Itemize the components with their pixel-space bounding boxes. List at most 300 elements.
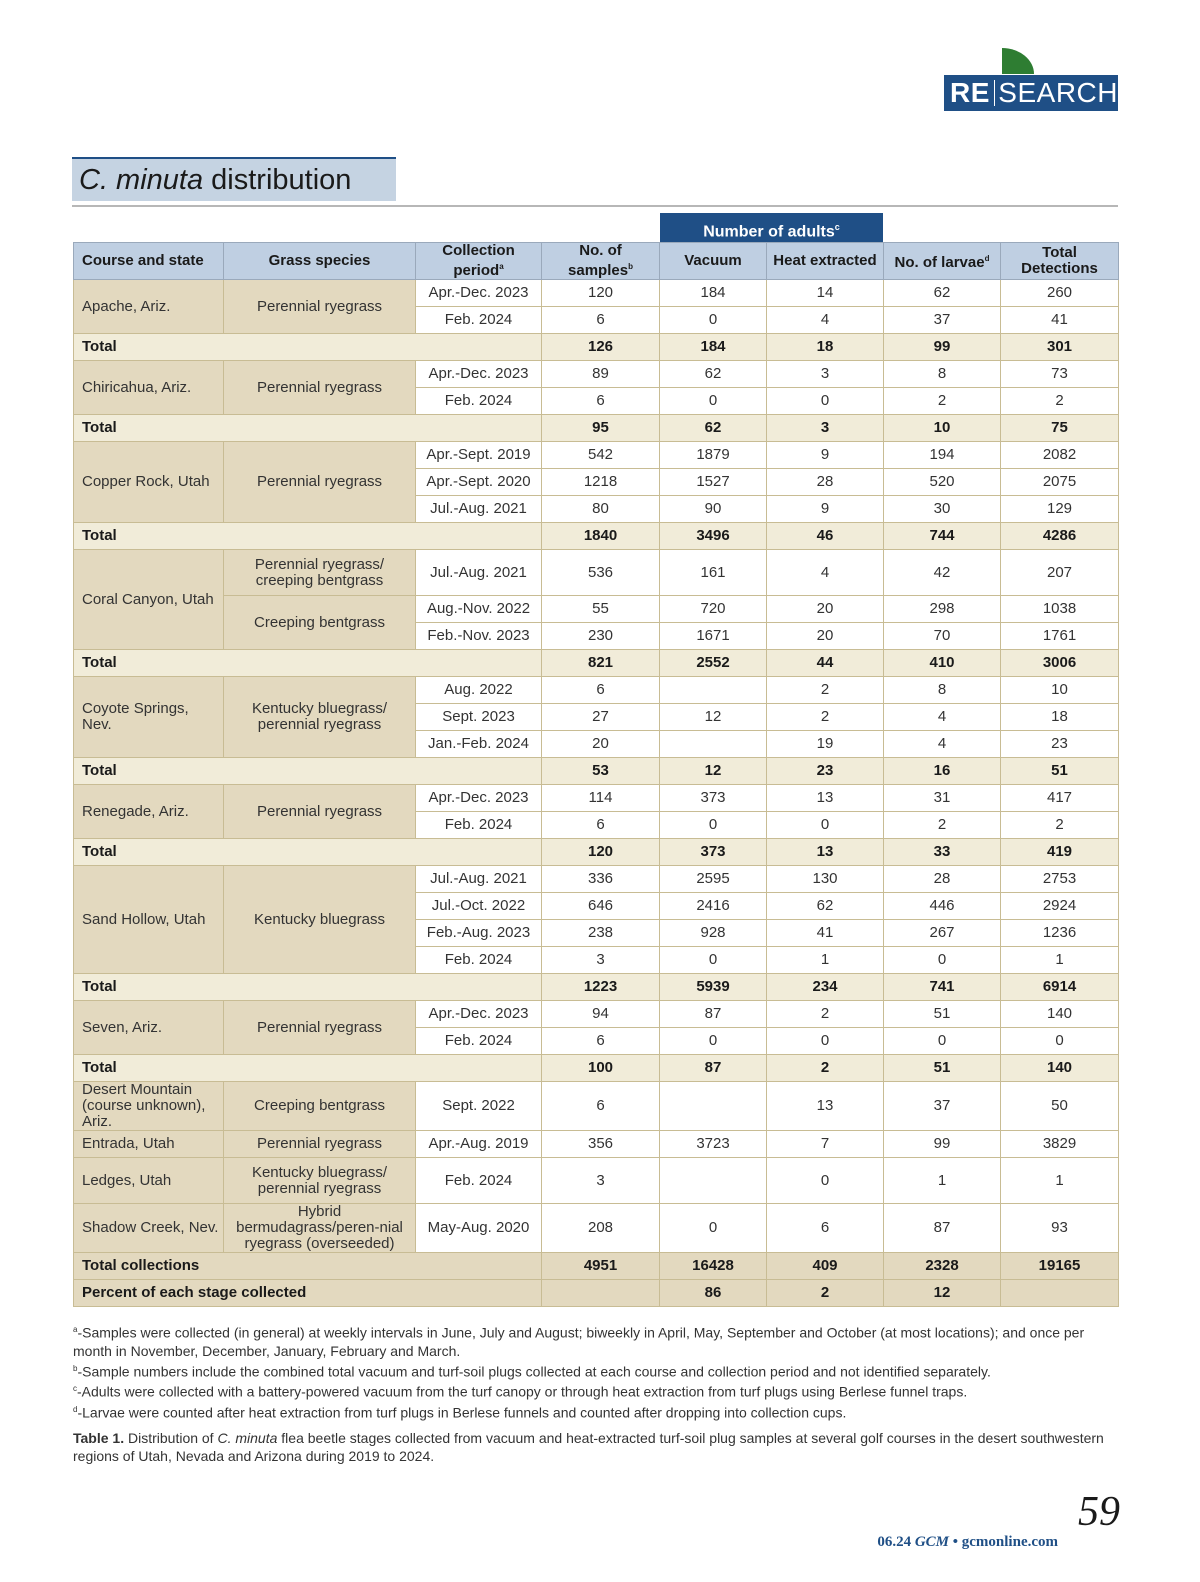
samples-cell: 230 — [542, 623, 660, 650]
samples-cell: 6 — [542, 677, 660, 704]
table-row — [74, 1082, 1119, 1131]
samples-cell: 536 — [542, 550, 660, 596]
section-title-species: C. minuta — [79, 164, 204, 196]
footnote-a-text: -Samples were collected (in general) at weekly intervals in June, July and August; biweekly in April, May, September and October (at most locations); and once per month in November, December, January, February and March. — [73, 1324, 1085, 1359]
samples-cell: 6 — [542, 1028, 660, 1055]
heat-cell: 6 — [767, 1204, 884, 1253]
grass-cell: Perennial ryegrass — [224, 442, 416, 523]
course-cell: Ledges, Utah — [74, 1158, 224, 1204]
period-cell: Feb.-Aug. 2023 — [416, 920, 542, 947]
samples-cell: 6 — [542, 1082, 660, 1131]
total-cell: 2 — [1001, 388, 1119, 415]
larvae-cell: 70 — [884, 623, 1001, 650]
detections-grand-total: 19165 — [1001, 1253, 1119, 1280]
larvae-total: 51 — [884, 1055, 1001, 1082]
total-cell: 1038 — [1001, 596, 1119, 623]
vacuum-total: 373 — [660, 839, 767, 866]
heat-cell: 4 — [767, 307, 884, 334]
period-cell: Feb. 2024 — [416, 388, 542, 415]
period-cell: Sept. 2023 — [416, 704, 542, 731]
detections-total: 51 — [1001, 758, 1119, 785]
badge-search: SEARCH — [998, 77, 1118, 108]
table-caption — [73, 1429, 1118, 1465]
vacuum-cell: 2595 — [660, 866, 767, 893]
total-row — [74, 1055, 1119, 1082]
samples-cell: 6 — [542, 388, 660, 415]
total-cell: 41 — [1001, 307, 1119, 334]
total-cell: 1761 — [1001, 623, 1119, 650]
larvae-cell: 4 — [884, 704, 1001, 731]
period-cell: Apr.-Sept. 2019 — [416, 442, 542, 469]
vacuum-cell: 62 — [660, 361, 767, 388]
course-cell: Renegade, Ariz. — [74, 785, 224, 839]
period-cell: Apr.-Sept. 2020 — [416, 469, 542, 496]
footnotes — [73, 1321, 1118, 1422]
period-cell: Apr.-Dec. 2023 — [416, 280, 542, 307]
period-cell: Feb. 2024 — [416, 307, 542, 334]
total-row — [74, 650, 1119, 677]
grass-cell: Perennial ryegrass — [224, 1001, 416, 1055]
samples-total: 821 — [542, 650, 660, 677]
footnote-c-mark: c — [73, 1384, 77, 1394]
grand-total-label: Total collections — [74, 1253, 542, 1280]
section-divider — [72, 205, 1118, 207]
detections-total: 301 — [1001, 334, 1119, 361]
heat-cell: 41 — [767, 920, 884, 947]
col-larvae — [884, 243, 1001, 280]
period-cell: Feb. 2024 — [416, 1158, 542, 1204]
adults-header-label: Number of adults — [703, 223, 835, 241]
larvae-cell: 2 — [884, 812, 1001, 839]
caption-label: Table 1. — [73, 1430, 125, 1446]
larvae-cell: 298 — [884, 596, 1001, 623]
course-cell: Sand Hollow, Utah — [74, 866, 224, 974]
grass-cell: Creeping bentgrass — [224, 596, 416, 650]
heat-cell: 0 — [767, 1028, 884, 1055]
period-cell: Feb. 2024 — [416, 812, 542, 839]
course-cell: Shadow Creek, Nev. — [74, 1204, 224, 1253]
section-title-rest: distribution — [203, 164, 352, 196]
footnote-d — [73, 1401, 1118, 1422]
detections-total: 140 — [1001, 1055, 1119, 1082]
period-cell: Aug. 2022 — [416, 677, 542, 704]
grass-cell: Perennial ryegrass — [224, 361, 416, 415]
vacuum-cell: 0 — [660, 388, 767, 415]
col-period-sup: a — [499, 262, 504, 271]
table-row — [74, 550, 1119, 596]
course-cell: Coral Canyon, Utah — [74, 550, 224, 650]
page-number: 59 — [1078, 1489, 1120, 1535]
table-row — [74, 280, 1119, 307]
heat-cell: 0 — [767, 812, 884, 839]
samples-cell: 20 — [542, 731, 660, 758]
samples-grand-total: 4951 — [542, 1253, 660, 1280]
col-period-label: Collection period — [442, 242, 515, 279]
grass-cell: Kentucky bluegrass/ perennial ryegrass — [224, 677, 416, 758]
heat-cell: 9 — [767, 496, 884, 523]
heat-cell: 62 — [767, 893, 884, 920]
total-label: Total — [74, 839, 542, 866]
larvae-cell: 0 — [884, 947, 1001, 974]
detections-total: 4286 — [1001, 523, 1119, 550]
distribution-table — [73, 242, 1119, 1307]
larvae-cell: 446 — [884, 893, 1001, 920]
caption-species: C. minuta — [217, 1430, 278, 1446]
total-label: Total — [74, 650, 542, 677]
total-cell: 18 — [1001, 704, 1119, 731]
total-cell: 2753 — [1001, 866, 1119, 893]
larvae-total: 410 — [884, 650, 1001, 677]
vacuum-cell: 0 — [660, 947, 767, 974]
larvae-cell: 37 — [884, 1082, 1001, 1131]
samples-cell: 336 — [542, 866, 660, 893]
heat-cell: 7 — [767, 1131, 884, 1158]
footer-issue: 06.24 — [877, 1534, 915, 1550]
course-cell: Copper Rock, Utah — [74, 442, 224, 523]
samples-cell: 356 — [542, 1131, 660, 1158]
total-cell: 129 — [1001, 496, 1119, 523]
col-vacuum: Vacuum — [660, 243, 767, 280]
samples-cell: 238 — [542, 920, 660, 947]
period-cell: Aug.-Nov. 2022 — [416, 596, 542, 623]
adults-header-sup: c — [834, 222, 840, 232]
samples-cell: 646 — [542, 893, 660, 920]
heat-cell: 0 — [767, 388, 884, 415]
larvae-cell: 267 — [884, 920, 1001, 947]
period-cell: Feb. 2024 — [416, 947, 542, 974]
larvae-cell: 62 — [884, 280, 1001, 307]
samples-cell: 120 — [542, 280, 660, 307]
period-cell: Apr.-Dec. 2023 — [416, 785, 542, 812]
detections-total: 75 — [1001, 415, 1119, 442]
heat-cell: 20 — [767, 596, 884, 623]
footnote-c-text: -Adults were collected with a battery-powered vacuum from the turf canopy or through heat extraction from turf plugs using Berlese funnel traps. — [77, 1383, 968, 1400]
larvae-cell: 28 — [884, 866, 1001, 893]
heat-cell: 3 — [767, 361, 884, 388]
total-label: Total — [74, 415, 542, 442]
col-total: Total Detections — [1001, 243, 1119, 280]
percent-vacuum: 86 — [660, 1280, 767, 1307]
larvae-grand-total: 2328 — [884, 1253, 1001, 1280]
samples-cell: 1218 — [542, 469, 660, 496]
vacuum-cell: 1879 — [660, 442, 767, 469]
table-row — [74, 361, 1119, 388]
heat-cell: 13 — [767, 785, 884, 812]
larvae-cell: 87 — [884, 1204, 1001, 1253]
grass-cell: Perennial ryegrass — [224, 785, 416, 839]
footnote-b — [73, 1360, 1118, 1381]
heat-cell: 4 — [767, 550, 884, 596]
research-badge — [944, 48, 1118, 110]
larvae-cell: 8 — [884, 677, 1001, 704]
detections-total: 419 — [1001, 839, 1119, 866]
vacuum-total: 87 — [660, 1055, 767, 1082]
samples-total: 1840 — [542, 523, 660, 550]
larvae-total: 99 — [884, 334, 1001, 361]
total-cell: 50 — [1001, 1082, 1119, 1131]
heat-total: 23 — [767, 758, 884, 785]
total-cell: 10 — [1001, 677, 1119, 704]
footer-pub: GCM — [914, 1534, 949, 1550]
period-cell: Feb. 2024 — [416, 1028, 542, 1055]
table-header-row — [74, 243, 1119, 280]
total-label: Total — [74, 758, 542, 785]
badge-re: RE — [950, 77, 990, 108]
total-cell: 2924 — [1001, 893, 1119, 920]
footnote-a — [73, 1321, 1118, 1360]
vacuum-total: 2552 — [660, 650, 767, 677]
period-cell: Feb.-Nov. 2023 — [416, 623, 542, 650]
total-cell: 1 — [1001, 947, 1119, 974]
heat-cell: 2 — [767, 677, 884, 704]
total-cell: 2 — [1001, 812, 1119, 839]
section-title — [72, 157, 396, 201]
period-cell: Jul.-Aug. 2021 — [416, 496, 542, 523]
footnote-c — [73, 1380, 1118, 1401]
vacuum-cell: 0 — [660, 1028, 767, 1055]
larvae-total: 33 — [884, 839, 1001, 866]
col-heat: Heat extracted — [767, 243, 884, 280]
total-cell: 73 — [1001, 361, 1119, 388]
vacuum-cell: 720 — [660, 596, 767, 623]
samples-cell: 3 — [542, 1158, 660, 1204]
period-cell: Apr.-Dec. 2023 — [416, 1001, 542, 1028]
total-row — [74, 839, 1119, 866]
larvae-cell: 51 — [884, 1001, 1001, 1028]
larvae-cell: 2 — [884, 388, 1001, 415]
caption-post: flea beetle stages collected from vacuum and heat-extracted turf-soil plug samples at several golf courses in the desert southwestern regions of Utah, Nevada and Arizona during 2019 to 2024. — [73, 1430, 1104, 1464]
total-row — [74, 758, 1119, 785]
table-row — [74, 785, 1119, 812]
heat-cell: 0 — [767, 1158, 884, 1204]
total-label: Total — [74, 1055, 542, 1082]
footnote-b-mark: b — [73, 1363, 78, 1373]
samples-total: 1223 — [542, 974, 660, 1001]
samples-cell: 542 — [542, 442, 660, 469]
table-row — [74, 677, 1119, 704]
heat-cell: 19 — [767, 731, 884, 758]
larvae-total: 744 — [884, 523, 1001, 550]
vacuum-total: 12 — [660, 758, 767, 785]
heat-cell: 9 — [767, 442, 884, 469]
caption-pre: Distribution of — [124, 1430, 218, 1446]
total-row — [74, 523, 1119, 550]
col-grass: Grass species — [224, 243, 416, 280]
vacuum-cell: 87 — [660, 1001, 767, 1028]
larvae-cell: 8 — [884, 361, 1001, 388]
samples-total: 53 — [542, 758, 660, 785]
samples-cell: 89 — [542, 361, 660, 388]
vacuum-cell — [660, 1082, 767, 1131]
period-cell: Jul.-Aug. 2021 — [416, 866, 542, 893]
course-cell: Chiricahua, Ariz. — [74, 361, 224, 415]
vacuum-cell: 3723 — [660, 1131, 767, 1158]
course-cell: Entrada, Utah — [74, 1131, 224, 1158]
vacuum-cell: 90 — [660, 496, 767, 523]
heat-cell: 13 — [767, 1082, 884, 1131]
col-course: Course and state — [74, 243, 224, 280]
total-row — [74, 974, 1119, 1001]
col-samples — [542, 243, 660, 280]
table-row — [74, 1001, 1119, 1028]
leaf-icon — [1002, 48, 1034, 74]
heat-cell: 2 — [767, 704, 884, 731]
footnote-b-text: -Sample numbers include the combined total vacuum and turf-soil plugs collected at each course and collection period and not identified separately. — [77, 1363, 991, 1380]
larvae-cell: 520 — [884, 469, 1001, 496]
samples-cell: 208 — [542, 1204, 660, 1253]
heat-cell: 130 — [767, 866, 884, 893]
samples-cell: 94 — [542, 1001, 660, 1028]
larvae-cell: 0 — [884, 1028, 1001, 1055]
table-row — [74, 1158, 1119, 1204]
grass-cell: Perennial ryegrass — [224, 280, 416, 334]
period-cell: Apr.-Aug. 2019 — [416, 1131, 542, 1158]
heat-cell: 28 — [767, 469, 884, 496]
col-samples-label: No. of samples — [568, 242, 629, 279]
heat-total: 3 — [767, 415, 884, 442]
total-cell: 2075 — [1001, 469, 1119, 496]
samples-total: 100 — [542, 1055, 660, 1082]
table-row — [74, 1204, 1119, 1253]
table-row — [74, 596, 1119, 623]
col-larvae-sup: d — [984, 254, 990, 263]
larvae-cell: 31 — [884, 785, 1001, 812]
percent-heat: 2 — [767, 1280, 884, 1307]
total-cell: 0 — [1001, 1028, 1119, 1055]
vacuum-total: 62 — [660, 415, 767, 442]
larvae-total: 16 — [884, 758, 1001, 785]
col-samples-sup: b — [628, 262, 633, 271]
larvae-total: 741 — [884, 974, 1001, 1001]
heat-total: 2 — [767, 1055, 884, 1082]
grass-cell: Creeping bentgrass — [224, 1082, 416, 1131]
table-row — [74, 1131, 1119, 1158]
total-cell: 260 — [1001, 280, 1119, 307]
adults-group-header — [660, 213, 883, 242]
vacuum-cell — [660, 1158, 767, 1204]
heat-cell: 2 — [767, 1001, 884, 1028]
grand-total-row — [74, 1253, 1119, 1280]
course-cell: Seven, Ariz. — [74, 1001, 224, 1055]
vacuum-cell — [660, 677, 767, 704]
heat-total: 13 — [767, 839, 884, 866]
heat-total: 44 — [767, 650, 884, 677]
footer-site: gcmonline.com — [961, 1534, 1058, 1550]
samples-total: 126 — [542, 334, 660, 361]
total-label: Total — [74, 334, 542, 361]
vacuum-cell — [660, 731, 767, 758]
larvae-cell: 194 — [884, 442, 1001, 469]
total-cell: 3829 — [1001, 1131, 1119, 1158]
vacuum-total: 5939 — [660, 974, 767, 1001]
grass-cell: Kentucky bluegrass/ perennial ryegrass — [224, 1158, 416, 1204]
vacuum-cell: 928 — [660, 920, 767, 947]
table-row — [74, 442, 1119, 469]
larvae-cell: 1 — [884, 1158, 1001, 1204]
table-row — [74, 866, 1119, 893]
percent-total-empty — [1001, 1280, 1119, 1307]
period-cell: Jan.-Feb. 2024 — [416, 731, 542, 758]
course-cell: Desert Mountain (course unknown), Ariz. — [74, 1082, 224, 1131]
heat-total: 46 — [767, 523, 884, 550]
detections-total: 6914 — [1001, 974, 1119, 1001]
footnote-d-mark: d — [73, 1404, 78, 1414]
vacuum-total: 3496 — [660, 523, 767, 550]
total-label: Total — [74, 523, 542, 550]
footnote-d-text: -Larvae were counted after heat extraction from turf plugs in Berlese funnels and counted after dropping into collection cups. — [77, 1404, 847, 1421]
total-cell: 1 — [1001, 1158, 1119, 1204]
total-cell: 140 — [1001, 1001, 1119, 1028]
vacuum-cell: 0 — [660, 812, 767, 839]
vacuum-cell: 2416 — [660, 893, 767, 920]
vacuum-cell: 0 — [660, 1204, 767, 1253]
heat-total: 234 — [767, 974, 884, 1001]
vacuum-grand-total: 16428 — [660, 1253, 767, 1280]
course-cell: Coyote Springs, Nev. — [74, 677, 224, 758]
larvae-cell: 30 — [884, 496, 1001, 523]
period-cell: Apr.-Dec. 2023 — [416, 361, 542, 388]
detections-total: 3006 — [1001, 650, 1119, 677]
samples-cell: 6 — [542, 307, 660, 334]
samples-cell: 27 — [542, 704, 660, 731]
total-cell: 23 — [1001, 731, 1119, 758]
total-cell: 93 — [1001, 1204, 1119, 1253]
heat-total: 18 — [767, 334, 884, 361]
heat-cell: 14 — [767, 280, 884, 307]
larvae-cell: 4 — [884, 731, 1001, 758]
vacuum-total: 184 — [660, 334, 767, 361]
total-cell: 2082 — [1001, 442, 1119, 469]
samples-cell: 3 — [542, 947, 660, 974]
grass-cell: Hybrid bermudagrass/peren-nial ryegrass (overseeded) — [224, 1204, 416, 1253]
footnote-a-mark: a — [73, 1325, 78, 1334]
total-cell: 417 — [1001, 785, 1119, 812]
percent-row — [74, 1280, 1119, 1307]
samples-total: 95 — [542, 415, 660, 442]
total-cell: 207 — [1001, 550, 1119, 596]
grass-cell: Perennial ryegrass/ creeping bentgrass — [224, 550, 416, 596]
vacuum-cell: 373 — [660, 785, 767, 812]
percent-larvae: 12 — [884, 1280, 1001, 1307]
col-larvae-label: No. of larvae — [894, 254, 985, 271]
vacuum-cell: 0 — [660, 307, 767, 334]
grass-cell: Perennial ryegrass — [224, 1131, 416, 1158]
larvae-cell: 99 — [884, 1131, 1001, 1158]
research-bar — [944, 75, 1118, 111]
heat-cell: 1 — [767, 947, 884, 974]
percent-samples-empty — [542, 1280, 660, 1307]
vacuum-cell: 161 — [660, 550, 767, 596]
grass-cell: Kentucky bluegrass — [224, 866, 416, 974]
percent-label: Percent of each stage collected — [74, 1280, 542, 1307]
larvae-cell: 37 — [884, 307, 1001, 334]
larvae-total: 10 — [884, 415, 1001, 442]
larvae-cell: 42 — [884, 550, 1001, 596]
page-footer — [877, 1534, 1058, 1551]
period-cell: Jul.-Oct. 2022 — [416, 893, 542, 920]
samples-total: 120 — [542, 839, 660, 866]
total-label: Total — [74, 974, 542, 1001]
footer-bullet: • — [949, 1534, 962, 1550]
col-period — [416, 243, 542, 280]
samples-cell: 55 — [542, 596, 660, 623]
total-row — [74, 415, 1119, 442]
course-cell: Apache, Ariz. — [74, 280, 224, 334]
samples-cell: 80 — [542, 496, 660, 523]
period-cell: May-Aug. 2020 — [416, 1204, 542, 1253]
total-row — [74, 334, 1119, 361]
vacuum-cell: 12 — [660, 704, 767, 731]
